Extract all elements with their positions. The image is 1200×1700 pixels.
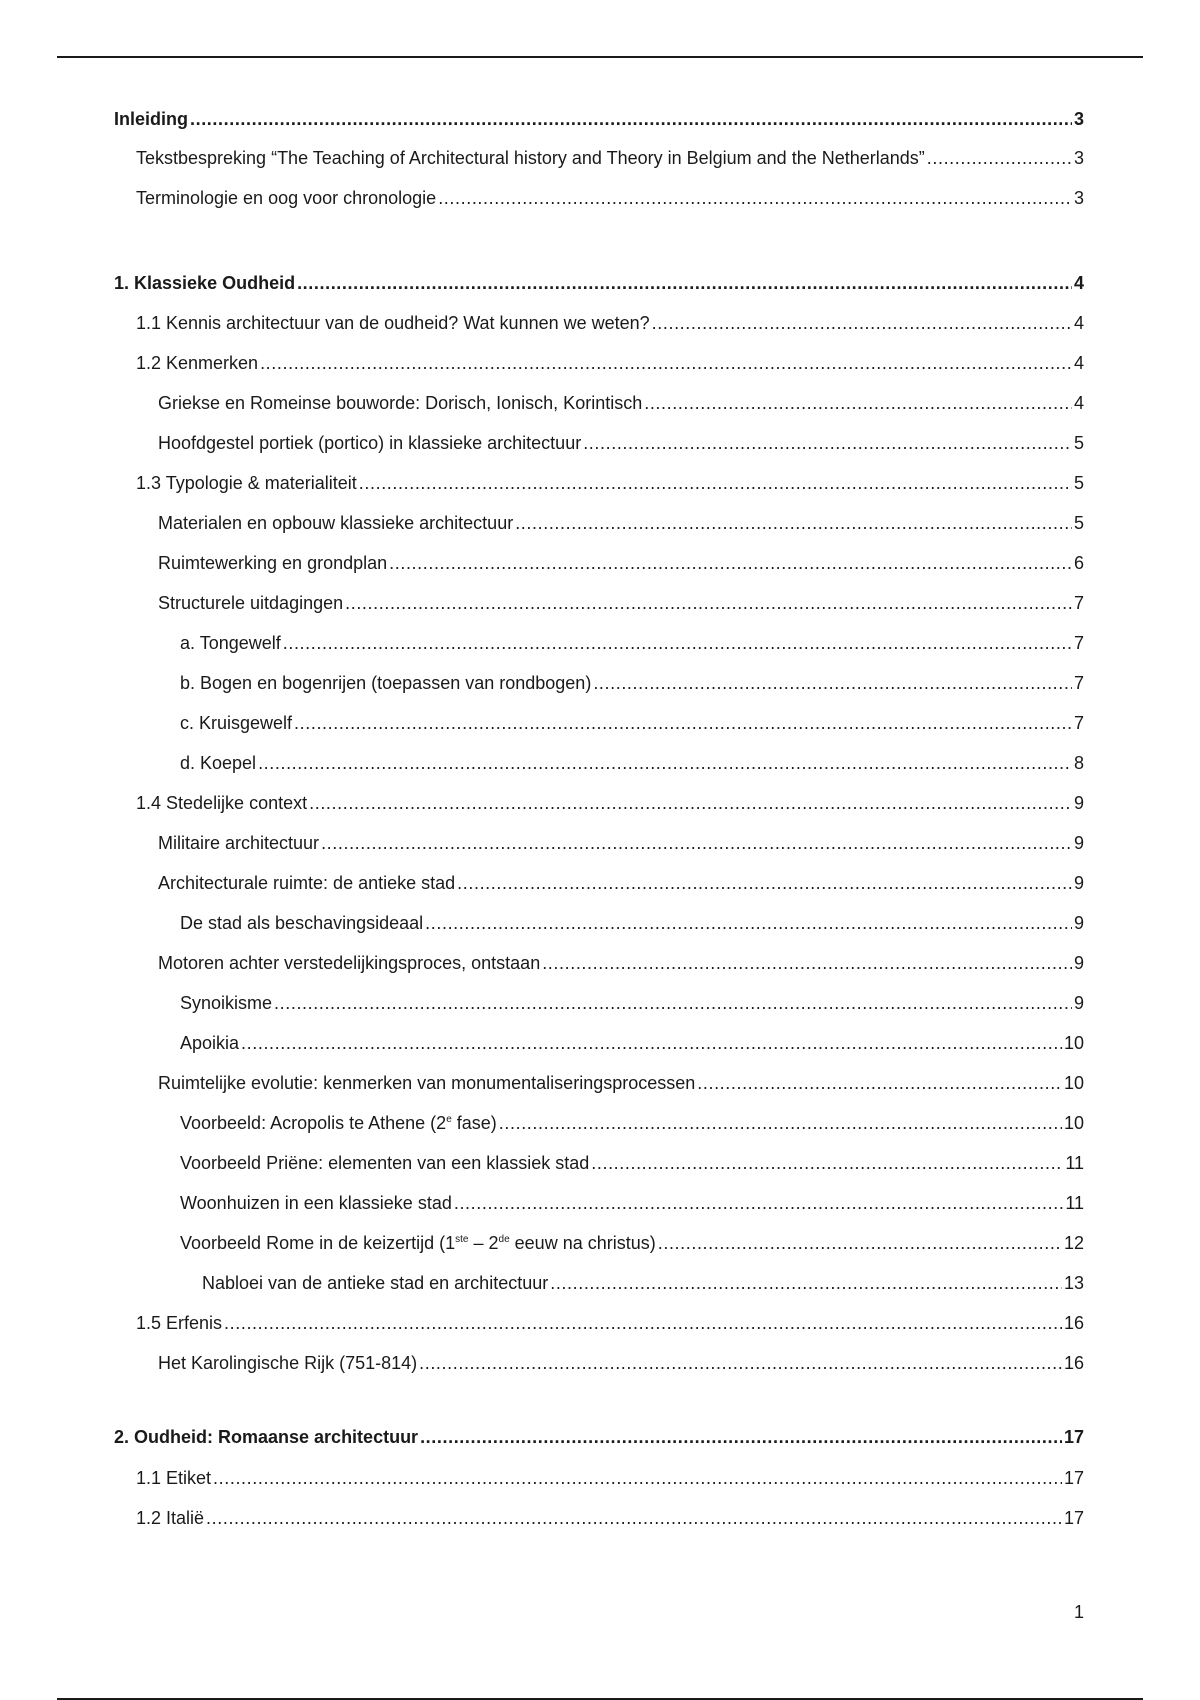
toc-leader bbox=[515, 511, 1072, 535]
toc-title: Synoikisme bbox=[180, 993, 273, 1013]
toc-entry[interactable] bbox=[180, 1031, 1084, 1055]
toc-entry[interactable] bbox=[180, 711, 1084, 735]
toc-leader bbox=[927, 146, 1072, 170]
toc-title: Motoren achter verstedelijkingsproces, ontstaan bbox=[158, 953, 541, 973]
toc-leader bbox=[583, 431, 1072, 455]
toc-entry[interactable] bbox=[158, 551, 1084, 575]
toc-page: 4 bbox=[1073, 393, 1084, 413]
toc-page: 3 bbox=[1073, 148, 1084, 168]
toc-entry[interactable] bbox=[136, 1506, 1084, 1530]
toc-leader bbox=[550, 1271, 1062, 1295]
toc-page: 13 bbox=[1063, 1273, 1084, 1293]
toc-leader bbox=[297, 271, 1072, 295]
toc-page: 3 bbox=[1073, 188, 1084, 208]
toc-page: 17 bbox=[1063, 1468, 1084, 1488]
toc-page: 4 bbox=[1073, 273, 1084, 293]
toc-page: 16 bbox=[1063, 1313, 1084, 1333]
toc-page: 5 bbox=[1073, 473, 1084, 493]
toc-page: 8 bbox=[1073, 753, 1084, 773]
toc-title: Structurele uitdagingen bbox=[158, 593, 344, 613]
toc-title: d. Koepel bbox=[180, 753, 257, 773]
toc-leader bbox=[309, 791, 1072, 815]
toc-title: Ruimtelijke evolutie: kenmerken van monumentaliseringsprocessen bbox=[158, 1073, 696, 1093]
toc-leader bbox=[213, 1466, 1062, 1490]
toc-title-sup: ste bbox=[455, 1234, 469, 1245]
toc-entry[interactable] bbox=[180, 1151, 1084, 1175]
toc-page: 11 bbox=[1065, 1153, 1084, 1173]
toc-leader bbox=[499, 1111, 1062, 1135]
toc-title: c. Kruisgewelf bbox=[180, 713, 293, 733]
toc-entry[interactable] bbox=[158, 871, 1084, 895]
toc-leader bbox=[260, 351, 1072, 375]
toc-page: 9 bbox=[1073, 873, 1084, 893]
toc-entry[interactable] bbox=[180, 751, 1084, 775]
toc-entry[interactable] bbox=[202, 1271, 1084, 1295]
toc-leader bbox=[658, 1231, 1062, 1255]
toc-title-sup2: de bbox=[498, 1234, 510, 1245]
toc-entry[interactable] bbox=[180, 1191, 1084, 1215]
toc-page: 11 bbox=[1065, 1193, 1084, 1213]
toc-entry[interactable] bbox=[158, 431, 1084, 455]
toc-leader bbox=[345, 591, 1072, 615]
toc-page: 7 bbox=[1073, 593, 1084, 613]
toc-leader bbox=[593, 671, 1072, 695]
toc-entry[interactable] bbox=[136, 186, 1084, 210]
toc-leader bbox=[190, 107, 1072, 131]
toc-page: 5 bbox=[1073, 513, 1084, 533]
toc-title: Woonhuizen in een klassieke stad bbox=[180, 1193, 452, 1213]
toc-title: Ruimtewerking en grondplan bbox=[158, 553, 388, 573]
toc-entry[interactable] bbox=[180, 671, 1084, 695]
toc-page: 10 bbox=[1063, 1033, 1084, 1053]
toc-title-text-after: fase) bbox=[451, 1113, 497, 1133]
toc-entry[interactable] bbox=[114, 107, 1084, 131]
toc-title: 1.2 Italië bbox=[136, 1508, 205, 1528]
toc-page: 4 bbox=[1073, 353, 1084, 373]
toc-title: Voorbeeld Priëne: elementen van een klassiek stad bbox=[180, 1153, 590, 1173]
toc-title: De stad als beschavingsideaal bbox=[180, 913, 424, 933]
toc-leader bbox=[206, 1506, 1062, 1530]
toc-title: Het Karolingische Rijk (751-814) bbox=[158, 1353, 418, 1373]
page-number: 1 bbox=[1073, 1602, 1084, 1622]
toc-leader bbox=[644, 391, 1072, 415]
toc-leader bbox=[359, 471, 1072, 495]
toc-page: 9 bbox=[1073, 993, 1084, 1013]
toc-entry[interactable] bbox=[158, 1071, 1084, 1095]
toc-leader bbox=[224, 1311, 1062, 1335]
toc-leader bbox=[419, 1351, 1062, 1375]
toc-title: b. Bogen en bogenrijen (toepassen van rondbogen) bbox=[180, 673, 592, 693]
toc-title: Terminologie en oog voor chronologie bbox=[136, 188, 437, 208]
toc-title: 2. Oudheid: Romaanse architectuur bbox=[114, 1427, 419, 1447]
toc-page: 7 bbox=[1073, 673, 1084, 693]
toc-page: 7 bbox=[1073, 633, 1084, 653]
toc-page: 3 bbox=[1073, 109, 1084, 129]
toc-leader bbox=[591, 1151, 1063, 1175]
toc-title: Tekstbespreking “The Teaching of Architectural history and Theory in Belgium and the Netherlands” bbox=[136, 148, 925, 168]
toc-leader bbox=[274, 991, 1072, 1015]
toc-entry[interactable] bbox=[136, 351, 1084, 375]
toc-entry[interactable] bbox=[180, 1231, 1084, 1255]
toc-leader bbox=[652, 311, 1072, 335]
toc-page: 9 bbox=[1073, 953, 1084, 973]
toc-leader bbox=[389, 551, 1072, 575]
toc-page: 17 bbox=[1063, 1508, 1084, 1528]
toc-page: 4 bbox=[1073, 313, 1084, 333]
toc-title bbox=[180, 1111, 497, 1135]
toc-title: Nabloei van de antieke stad en architectuur bbox=[202, 1273, 549, 1293]
toc-leader bbox=[321, 831, 1072, 855]
toc-entry[interactable] bbox=[114, 271, 1084, 295]
toc-title: 1.3 Typologie & materialiteit bbox=[136, 473, 357, 493]
toc-leader bbox=[425, 911, 1072, 935]
toc-entry[interactable] bbox=[114, 1425, 1084, 1449]
toc-entry[interactable] bbox=[158, 591, 1084, 615]
toc-page: 6 bbox=[1073, 553, 1084, 573]
toc-page: 9 bbox=[1073, 913, 1084, 933]
toc-title: 1.2 Kenmerken bbox=[136, 353, 259, 373]
toc-title: 1.5 Erfenis bbox=[136, 1313, 223, 1333]
toc-page: 16 bbox=[1063, 1353, 1084, 1373]
toc-entry[interactable] bbox=[136, 471, 1084, 495]
toc-title-text: Voorbeeld: Acropolis te Athene (2 bbox=[180, 1113, 447, 1133]
toc-title-text-after: eeuw na christus) bbox=[509, 1233, 656, 1253]
toc-title: 1.1 Etiket bbox=[136, 1468, 212, 1488]
toc-entry[interactable] bbox=[136, 311, 1084, 335]
toc-leader bbox=[697, 1071, 1062, 1095]
toc-entry[interactable] bbox=[158, 1351, 1084, 1375]
toc-title: 1.4 Stedelijke context bbox=[136, 793, 308, 813]
toc-entry[interactable] bbox=[180, 1111, 1084, 1135]
toc-leader bbox=[294, 711, 1072, 735]
toc-title: Militaire architectuur bbox=[158, 833, 320, 853]
toc-leader bbox=[457, 871, 1072, 895]
toc-title bbox=[180, 1231, 656, 1255]
toc-title-text: Voorbeeld Rome in de keizertijd (1 bbox=[180, 1233, 456, 1253]
toc-entry[interactable] bbox=[180, 991, 1084, 1015]
toc-entry[interactable] bbox=[158, 391, 1084, 415]
toc-title: Griekse en Romeinse bouworde: Dorisch, Ionisch, Korintisch bbox=[158, 393, 643, 413]
toc-entry[interactable] bbox=[158, 951, 1084, 975]
toc-title: Apoikia bbox=[180, 1033, 240, 1053]
toc-entry[interactable] bbox=[180, 911, 1084, 935]
toc-leader bbox=[542, 951, 1072, 975]
toc-title: 1. Klassieke Oudheid bbox=[114, 273, 296, 293]
toc-page: 17 bbox=[1063, 1427, 1084, 1447]
toc-title: a. Tongewelf bbox=[180, 633, 281, 653]
toc-page: 12 bbox=[1063, 1233, 1084, 1253]
toc-entry[interactable] bbox=[136, 1311, 1084, 1335]
toc-leader bbox=[438, 186, 1072, 210]
toc-page: 5 bbox=[1073, 433, 1084, 453]
toc-entry[interactable] bbox=[136, 146, 1084, 170]
toc-title: Inleiding bbox=[114, 109, 188, 129]
toc-page: 7 bbox=[1073, 713, 1084, 733]
toc-leader bbox=[241, 1031, 1062, 1055]
header-rule bbox=[57, 56, 1143, 58]
toc-page: 10 bbox=[1063, 1073, 1084, 1093]
toc-page: 10 bbox=[1063, 1113, 1084, 1133]
toc-page: 9 bbox=[1073, 793, 1084, 813]
toc-title-sup: e bbox=[446, 1114, 452, 1125]
toc-leader bbox=[283, 631, 1072, 655]
toc-leader bbox=[420, 1425, 1062, 1449]
toc-title: Hoofdgestel portiek (portico) in klassieke architectuur bbox=[158, 433, 582, 453]
toc-entry[interactable] bbox=[158, 831, 1084, 855]
toc-entry[interactable] bbox=[136, 791, 1084, 815]
toc-entry[interactable] bbox=[136, 1466, 1084, 1490]
toc-leader bbox=[258, 751, 1072, 775]
toc-page: 9 bbox=[1073, 833, 1084, 853]
toc-title: 1.1 Kennis architectuur van de oudheid? Wat kunnen we weten? bbox=[136, 313, 650, 333]
toc-title: Architecturale ruimte: de antieke stad bbox=[158, 873, 456, 893]
toc-leader bbox=[454, 1191, 1063, 1215]
toc-title-text-mid: – 2 bbox=[468, 1233, 499, 1253]
toc-title: Materialen en opbouw klassieke architectuur bbox=[158, 513, 514, 533]
toc-entry[interactable] bbox=[180, 631, 1084, 655]
toc-entry[interactable] bbox=[158, 511, 1084, 535]
